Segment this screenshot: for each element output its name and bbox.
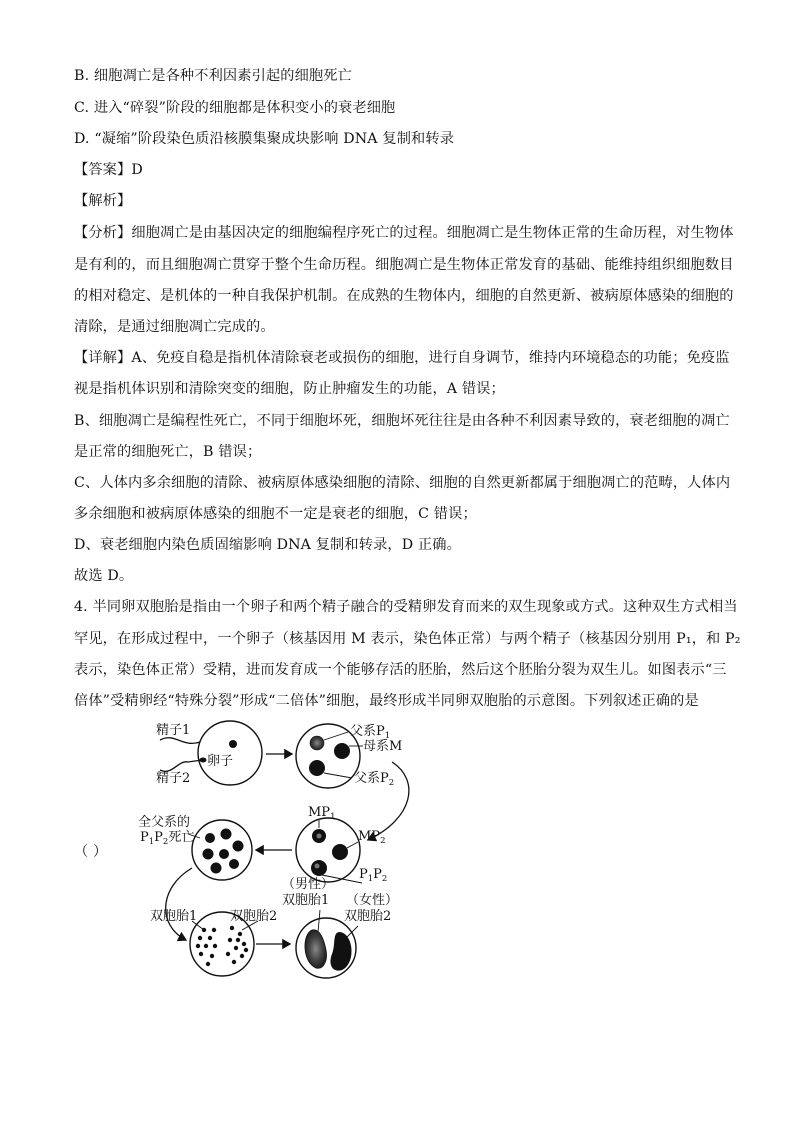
male-twin-label: 双胞胎1	[282, 893, 330, 908]
female-twin-label: 双胞胎2	[344, 909, 392, 924]
analysis-line: 【分析】细胞凋亡是由基因决定的细胞编程序死亡的过程。细胞凋亡是生物体正常的生命历程，对生物体	[74, 225, 734, 241]
question-4-line: 4. 半同卵双胞胎是指由一个卵子和两个精子融合的受精卵发育而来的双生现象或方式。这种双生方式相当	[74, 599, 738, 615]
mp1-label: $MP_1$	[308, 805, 336, 822]
paternal-p1-nucleus	[310, 736, 324, 750]
analysis-tag: 【解析】	[74, 193, 132, 209]
sperm-1-label: 精子1	[156, 723, 191, 738]
female-label: （女性）	[346, 893, 399, 908]
option-d: D. “凝缩”阶段染色质沿核膜集聚成块影响 DNA 复制和转录	[74, 131, 455, 147]
paternal-p1-label: 父系$P_1$	[350, 724, 391, 741]
twin-embryos-cell	[282, 876, 398, 978]
maternal-m-label: 母系M	[363, 739, 403, 754]
option-c: C. 进入“碎裂”阶段的细胞都是体积变小的衰老细胞	[74, 100, 396, 116]
twin-2-label: 双胞胎2	[230, 909, 278, 924]
detail-line: 视是指机体识别和清除突变的细胞，防止肿瘤发生的功能，A 错误；	[74, 381, 505, 397]
arrow-4	[166, 868, 192, 940]
sperm-2-tail	[160, 760, 202, 771]
special-division-cell	[296, 805, 387, 884]
analysis-line: 的相对稳定、是机体的一种自我保护机制。在成熟的生物体内，细胞的自然更新、被病原体感染的细胞的	[74, 288, 734, 304]
sperm-2-head	[200, 758, 207, 763]
detail-line: 是正常的细胞死亡，B 错误；	[74, 444, 262, 460]
twin-formation-diagram	[130, 718, 430, 986]
question-4-line: 表示，染色体正常）受精，进而发育成一个能够存活的胚胎，然后这个胚胎分裂为双生儿。如图表示“三	[74, 662, 727, 678]
analysis-line: 清除，是通过细胞凋亡完成的。	[74, 319, 275, 335]
detail-line: C、人体内多余细胞的清除、被病原体感染细胞的清除、细胞的自然更新都属于细胞凋亡的范畴，人体内	[74, 475, 731, 491]
paternal-p2-label: 父系$P_2$	[354, 771, 395, 788]
detail-line: B、细胞凋亡是编程性死亡，不同于细胞坏死，细胞坏死往往是由各种不利因素导致的，衰老细胞的凋亡	[74, 413, 730, 429]
maternal-m-nucleus	[334, 743, 350, 759]
egg-cell	[156, 721, 262, 786]
sperm-1-tail	[160, 738, 200, 744]
diploid-cell	[138, 815, 252, 880]
male-label: （男性）	[282, 877, 335, 892]
all-paternal-label-2: $P_1P_2$死亡	[140, 830, 195, 847]
p1p2-label: $P_1P_2$	[359, 867, 388, 884]
answer-line: 【答案】D	[74, 162, 143, 178]
analysis-line: 是有利的，而且细胞凋亡贯穿于整个生命历程。细胞凋亡是生物体正常发育的基础、能维持组织细胞数目	[74, 257, 734, 273]
detail-line: D、衰老细胞内染色质固缩影响 DNA 复制和转录，D 正确。	[74, 537, 461, 553]
mp2-nucleus	[332, 844, 348, 860]
embryo-split-cell	[150, 909, 277, 976]
triploid-zygote-cell	[296, 724, 402, 788]
egg-label: 卵子	[207, 754, 234, 769]
detail-line: 【详解】A、免疫自稳是指机体清除衰老或损伤的细胞，进行自身调节，维持内环境稳态的功能；免疫监	[74, 350, 730, 366]
all-paternal-label-1: 全父系的	[138, 815, 191, 830]
twin-1-label: 双胞胎1	[150, 909, 198, 924]
mp2-label: $MP_2$	[358, 829, 386, 846]
question-4-line: 倍体”受精卵经“特殊分裂”形成“二倍体”细胞，最终形成半同卵双胞胎的示意图。下列叙述正确的是	[74, 693, 699, 709]
p1p2-nucleus	[311, 860, 327, 876]
answer-parentheses: （ ）	[74, 844, 108, 860]
detail-line: 多余细胞和被病原体感染的细胞不一定是衰老的细胞，C 错误；	[74, 506, 477, 522]
sperm-2-label: 精子2	[156, 771, 191, 786]
detail-line: 故选 D。	[74, 568, 134, 584]
paternal-p2-nucleus	[309, 760, 325, 776]
option-b: B. 细胞凋亡是各种不利因素引起的细胞死亡	[74, 68, 352, 84]
question-4-line: 罕见，在形成过程中，一个卵子（核基因用 M 表示，染色体正常）与两个精子（核基因分别用 P₁，和 P₂	[74, 631, 741, 647]
